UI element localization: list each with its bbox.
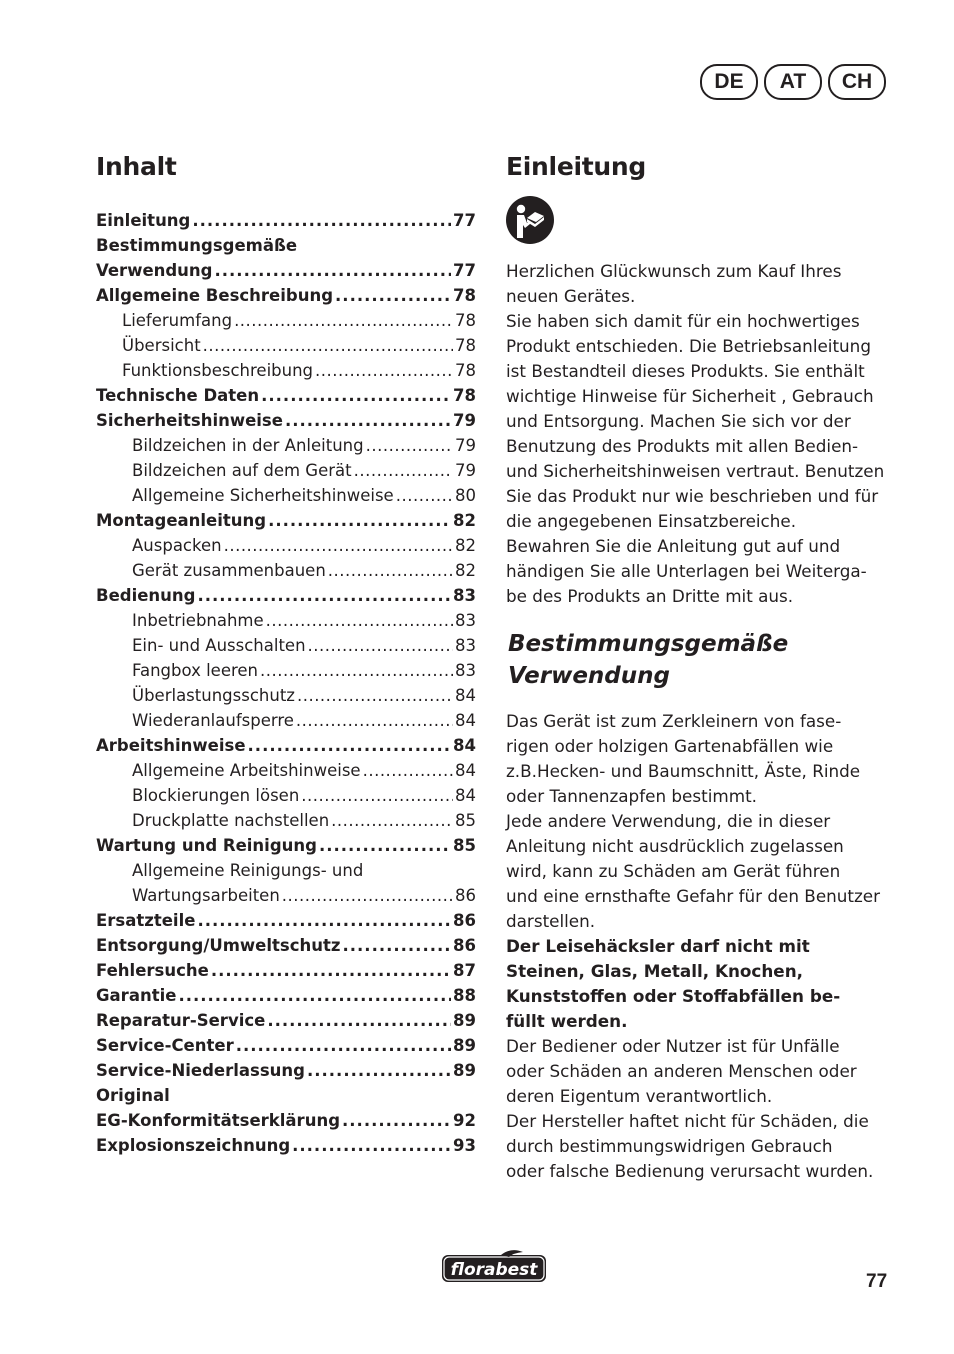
toc-entry <box>96 983 476 1008</box>
toc-entry-label: Montageanleitung <box>96 511 267 530</box>
intro-line: händigen Sie alle Unterlagen bei Weiterga- <box>506 561 867 581</box>
toc-leader-dots <box>178 983 451 1008</box>
toc-entry <box>96 833 476 858</box>
intro-line: neuen Gerätes. <box>506 286 636 306</box>
toc-leader-dots <box>366 433 453 458</box>
intro-line: die angegebenen Einsatzbereiche. <box>506 511 797 531</box>
toc-entry-page: 78 <box>453 386 476 405</box>
toc-entry-label: Fangbox leeren <box>132 661 259 680</box>
usage-line: Das Gerät ist zum Zerkleinern von fase- <box>506 711 842 731</box>
usage-line: oder Schäden an anderen Menschen oder <box>506 1061 857 1081</box>
toc-leader-dots <box>343 933 452 958</box>
toc-entry <box>96 458 476 483</box>
lang-badge-de: DE <box>700 64 758 100</box>
toc-entry-page: 78 <box>455 336 476 355</box>
toc-entry <box>96 558 476 583</box>
toc-entry-page: 82 <box>455 561 476 580</box>
toc-entry <box>96 258 476 283</box>
toc-entry-page: 77 <box>453 211 476 230</box>
toc-leader-dots <box>260 658 453 683</box>
toc-entry-label: Original <box>96 1086 170 1105</box>
toc-leader-dots <box>315 358 453 383</box>
logo-text: florabest <box>450 1260 538 1280</box>
toc-entry-page: 89 <box>453 1036 476 1055</box>
toc-leader-dots <box>224 533 453 558</box>
usage-title-line2: Verwendung <box>508 663 670 689</box>
toc-entry-page: 84 <box>455 761 476 780</box>
intro-line: Benutzung des Produkts mit allen Bedien- <box>506 436 859 456</box>
toc-entry-page: 84 <box>455 686 476 705</box>
toc-entry-label: Arbeitshinweise <box>96 736 246 755</box>
toc-entry-page: 84 <box>455 786 476 805</box>
toc-entry <box>96 233 476 258</box>
intro-line: Produkt entschieden. Die Betriebsanleitung <box>506 336 871 356</box>
toc-entry-page: 83 <box>453 586 476 605</box>
toc-leader-dots <box>282 883 453 908</box>
usage-body <box>506 709 891 1184</box>
usage-title <box>508 628 788 692</box>
toc-leader-dots <box>307 1058 451 1083</box>
toc-entry-label: Service-Niederlassung <box>96 1061 305 1080</box>
toc-entry <box>96 308 476 333</box>
toc-leader-dots <box>342 1108 451 1133</box>
toc-entry-label: Bestimmungsgemäße <box>96 236 298 255</box>
toc-entry-label: Allgemeine Reinigungs- und <box>132 861 364 880</box>
toc-leader-dots <box>236 1033 451 1058</box>
read-manual-icon <box>506 196 554 244</box>
intro-line: Sie das Produkt nur wie beschrieben und für <box>506 486 879 506</box>
toc-leader-dots <box>319 833 451 858</box>
toc-entry <box>96 933 476 958</box>
toc-leader-dots <box>267 1008 451 1033</box>
toc-entry <box>96 1083 476 1108</box>
toc-entry-label: Blockierungen lösen <box>132 786 300 805</box>
toc-entry <box>96 533 476 558</box>
toc-entry-label: Einleitung <box>96 211 191 230</box>
usage-line: Jede andere Verwendung, die in dieser <box>506 811 831 831</box>
toc-entry-label: Bildzeichen in der Anleitung <box>132 436 364 455</box>
toc-entry-page: 86 <box>453 936 476 955</box>
toc-entry <box>96 1008 476 1033</box>
toc-entry <box>96 633 476 658</box>
toc-entry-label: EG-Konformitätserklärung <box>96 1111 341 1130</box>
intro-line: und Sicherheitshinweisen vertraut. Benutzen <box>506 461 885 481</box>
toc-leader-dots <box>268 508 451 533</box>
toc-entry <box>96 683 476 708</box>
toc-leader-dots <box>297 683 453 708</box>
toc-entry-page: 83 <box>455 661 476 680</box>
usage-warning-line: Der Leisehäcksler darf nicht mit <box>506 936 810 956</box>
toc-entry-page: 93 <box>453 1136 476 1155</box>
toc-entry-page: 88 <box>453 986 476 1005</box>
toc-entry-page: 82 <box>455 536 476 555</box>
toc-leader-dots <box>261 383 451 408</box>
toc-entry-page: 80 <box>455 486 476 505</box>
intro-line: ist Bestandteil dieses Produkts. Sie enthält <box>506 361 865 381</box>
toc-entry-label: Wiederanlaufsperre <box>132 711 294 730</box>
toc-entry-label: Reparatur-Service <box>96 1011 266 1030</box>
toc-entry-label: Allgemeine Arbeitshinweise <box>132 761 361 780</box>
usage-title-line1: Bestimmungsgemäße <box>508 631 789 657</box>
toc-leader-dots <box>197 583 451 608</box>
lang-badge-ch: CH <box>828 64 886 100</box>
usage-line: Der Bediener oder Nutzer ist für Unfälle <box>506 1036 840 1056</box>
toc-title: Inhalt <box>96 152 177 181</box>
lang-badge-at: AT <box>764 64 822 100</box>
toc-leader-dots <box>211 958 451 983</box>
toc-entry-label: Technische Daten <box>96 386 260 405</box>
toc-entry-label: Lieferumfang <box>122 311 233 330</box>
usage-line: deren Eigentum verantwortlich. <box>506 1086 773 1106</box>
toc-entry <box>96 483 476 508</box>
toc-leader-dots <box>335 283 451 308</box>
toc-entry-label: Gerät zusammenbauen <box>132 561 326 580</box>
toc-entry-page: 85 <box>455 811 476 830</box>
toc-entry <box>96 808 476 833</box>
toc-entry-page: 89 <box>453 1061 476 1080</box>
toc-entry-page: 84 <box>455 711 476 730</box>
toc-leader-dots <box>328 558 453 583</box>
toc-leader-dots <box>266 608 453 633</box>
toc-entry <box>96 408 476 433</box>
toc-entry <box>96 1108 476 1133</box>
toc-leader-dots <box>354 458 453 483</box>
toc-entry-page: 86 <box>453 911 476 930</box>
toc-entry-label: Ersatzteile <box>96 911 196 930</box>
intro-line: Sie haben sich damit für ein hochwertiges <box>506 311 860 331</box>
usage-line: z.B.Hecken- und Baumschnitt, Äste, Rinde <box>506 761 861 781</box>
toc-entry-label: Wartung und Reinigung <box>96 836 317 855</box>
toc-entry <box>96 583 476 608</box>
toc-entry-label: Sicherheitshinweise <box>96 411 283 430</box>
usage-warning-line: Steinen, Glas, Metall, Knochen, <box>506 961 804 981</box>
toc-entry-label: Überlastungsschutz <box>132 686 295 705</box>
florabest-logo <box>441 1250 547 1284</box>
toc-entry-page: 86 <box>455 886 476 905</box>
toc-entry-page: 87 <box>453 961 476 980</box>
toc-entry-label: Explosionszeichnung <box>96 1136 291 1155</box>
toc-entry <box>96 1033 476 1058</box>
toc-entry <box>96 433 476 458</box>
toc-leader-dots <box>234 308 453 333</box>
toc-entry-page: 77 <box>453 261 476 280</box>
toc-entry <box>96 608 476 633</box>
toc-entry <box>96 733 476 758</box>
toc-entry <box>96 783 476 808</box>
toc-entry-label: Service-Center <box>96 1036 234 1055</box>
toc-entry <box>96 1133 476 1158</box>
toc-leader-dots <box>363 758 453 783</box>
toc-leader-dots <box>197 908 451 933</box>
toc-leader-dots <box>285 408 451 433</box>
intro-body <box>506 259 891 609</box>
toc-leader-dots <box>331 808 453 833</box>
toc-entry <box>96 758 476 783</box>
toc-entry-page: 84 <box>453 736 476 755</box>
toc-entry-label: Bildzeichen auf dem Gerät <box>132 461 352 480</box>
usage-line: oder Tannenzapfen bestimmt. <box>506 786 757 806</box>
toc-entry-label: Allgemeine Sicherheitshinweise <box>132 486 394 505</box>
toc-entry-label: Entsorgung/Umweltschutz <box>96 936 341 955</box>
toc-entry-page: 79 <box>455 436 476 455</box>
toc-entry-page: 79 <box>453 411 476 430</box>
toc-entry-page: 83 <box>455 636 476 655</box>
toc-leader-dots <box>308 633 453 658</box>
toc-entry-label: Funktionsbeschreibung <box>122 361 314 380</box>
toc-entry <box>96 1058 476 1083</box>
toc-leader-dots <box>296 708 453 733</box>
toc-entry-page: 89 <box>453 1011 476 1030</box>
toc-entry-label: Wartungsarbeiten <box>132 886 280 905</box>
toc-leader-dots <box>396 483 453 508</box>
usage-line: Anleitung nicht ausdrücklich zugelassen <box>506 836 844 856</box>
intro-line: Herzlichen Glückwunsch zum Kauf Ihres <box>506 261 842 281</box>
intro-line: und Entsorgung. Machen Sie sich vor der <box>506 411 851 431</box>
toc-leader-dots <box>215 258 452 283</box>
toc-entry-label: Auspacken <box>132 536 222 555</box>
toc-entry-label: Fehlersuche <box>96 961 209 980</box>
toc-entry <box>96 883 476 908</box>
toc-entry-page: 92 <box>453 1111 476 1130</box>
toc-entry-page: 83 <box>455 611 476 630</box>
toc-entry-label: Allgemeine Beschreibung <box>96 286 334 305</box>
toc-entry-page: 78 <box>455 311 476 330</box>
toc-entry <box>96 358 476 383</box>
toc-leader-dots <box>301 783 453 808</box>
usage-warning-line: Kunststoffen oder Stoffabfällen be- <box>506 986 841 1006</box>
usage-line: rigen oder holzigen Gartenabfällen wie <box>506 736 834 756</box>
toc-leader-dots <box>192 208 451 233</box>
toc-entry <box>96 283 476 308</box>
toc-entry <box>96 383 476 408</box>
toc-entry-label: Inbetriebnahme <box>132 611 264 630</box>
toc-leader-dots <box>203 333 453 358</box>
toc-entry-page: 79 <box>455 461 476 480</box>
toc-entry <box>96 708 476 733</box>
usage-line: durch bestimmungswidrigen Gebrauch <box>506 1136 833 1156</box>
toc-entry-page: 82 <box>453 511 476 530</box>
toc-entry <box>96 508 476 533</box>
toc-entry <box>96 958 476 983</box>
toc-entry <box>96 658 476 683</box>
intro-line: wichtige Hinweise für Sicherheit , Gebrauch <box>506 386 874 406</box>
intro-line: Bewahren Sie die Anleitung gut auf und <box>506 536 841 556</box>
toc-entry-label: Druckplatte nachstellen <box>132 811 330 830</box>
usage-line: und eine ernsthafte Gefahr für den Benutzer <box>506 886 881 906</box>
toc-entry <box>96 858 476 883</box>
intro-title: Einleitung <box>506 152 646 181</box>
usage-line: darstellen. <box>506 911 596 931</box>
usage-line: oder falsche Bedienung verursacht wurden. <box>506 1161 874 1181</box>
usage-line: wird, kann zu Schäden am Gerät führen <box>506 861 841 881</box>
toc-entry <box>96 208 476 233</box>
toc-leader-dots <box>248 733 452 758</box>
toc-entry-page: 85 <box>453 836 476 855</box>
page-number: 77 <box>866 1271 888 1292</box>
toc-entry-label: Bedienung <box>96 586 196 605</box>
intro-line: be des Produkts an Dritte mit aus. <box>506 586 794 606</box>
toc-leader-dots <box>292 1133 451 1158</box>
language-badges <box>700 64 886 100</box>
toc-entry-label: Garantie <box>96 986 177 1005</box>
toc-entry-label: Verwendung <box>96 261 213 280</box>
usage-warning-line: füllt werden. <box>506 1011 628 1031</box>
usage-line: Der Hersteller haftet nicht für Schäden, die <box>506 1111 869 1131</box>
toc-entry <box>96 908 476 933</box>
toc-entry <box>96 333 476 358</box>
toc-entry-label: Übersicht <box>122 336 201 355</box>
table-of-contents <box>96 208 476 1158</box>
toc-entry-label: Ein- und Ausschalten <box>132 636 306 655</box>
toc-entry-page: 78 <box>455 361 476 380</box>
toc-entry-page: 78 <box>453 286 476 305</box>
